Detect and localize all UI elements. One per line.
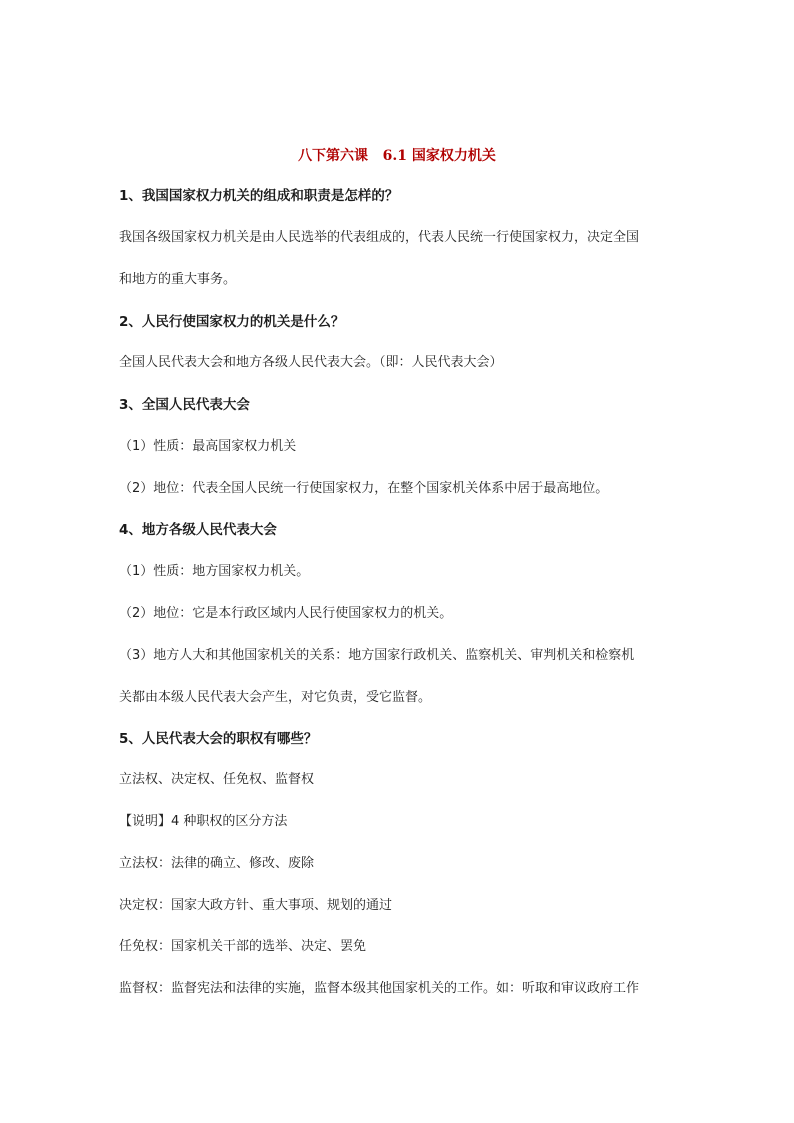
paragraph-line: （1）性质：最高国家权力机关 <box>119 439 297 454</box>
section-heading: 4、地方各级人民代表大会 <box>119 522 277 538</box>
paragraph-line: 和地方的重大事务。 <box>119 272 237 287</box>
paragraph-line: 我国各级国家权力机关是由人民选举的代表组成的，代表人民统一行使国家权力，决定全国 <box>119 230 640 245</box>
paragraph-line: 关都由本级人民代表大会产生，对它负责，受它监督。 <box>119 690 432 705</box>
paragraph-line: 监督权：监督宪法和法律的实施，监督本级其他国家机关的工作。如：听取和审议政府工作 <box>119 981 640 996</box>
paragraph-line: （3）地方人大和其他国家机关的关系：地方国家行政机关、监察机关、审判机关和检察机 <box>119 648 635 663</box>
section-heading: 5、人民代表大会的职权有哪些？ <box>119 731 318 747</box>
paragraph-line: （1）性质：地方国家权力机关。 <box>119 564 310 579</box>
paragraph-line: 任免权：国家机关干部的选举、决定、罢免 <box>119 939 367 954</box>
paragraph-line: 立法权、决定权、任免权、监督权 <box>119 772 315 787</box>
section-heading: 3、全国人民代表大会 <box>119 397 250 413</box>
paragraph-line: 【说明】4 种职权的区分方法 <box>119 814 288 829</box>
section-heading: 2、人民行使国家权力的机关是什么？ <box>119 314 345 330</box>
page-title: 八下第六课 6.1 国家权力机关 <box>298 148 496 164</box>
paragraph-line: （2）地位：它是本行政区域内人民行使国家权力的机关。 <box>119 606 453 621</box>
section-heading: 1、我国国家权力机关的组成和职责是怎样的？ <box>119 188 399 204</box>
paragraph-line: 决定权：国家大政方针、重大事项、规划的通过 <box>119 898 393 913</box>
paragraph-line: （2）地位：代表全国人民统一行使国家权力，在整个国家机关体系中居于最高地位。 <box>119 481 609 496</box>
paragraph-line: 全国人民代表大会和地方各级人民代表大会。（即：人民代表大会） <box>119 355 503 370</box>
paragraph-line: 立法权：法律的确立、修改、废除 <box>119 856 315 871</box>
